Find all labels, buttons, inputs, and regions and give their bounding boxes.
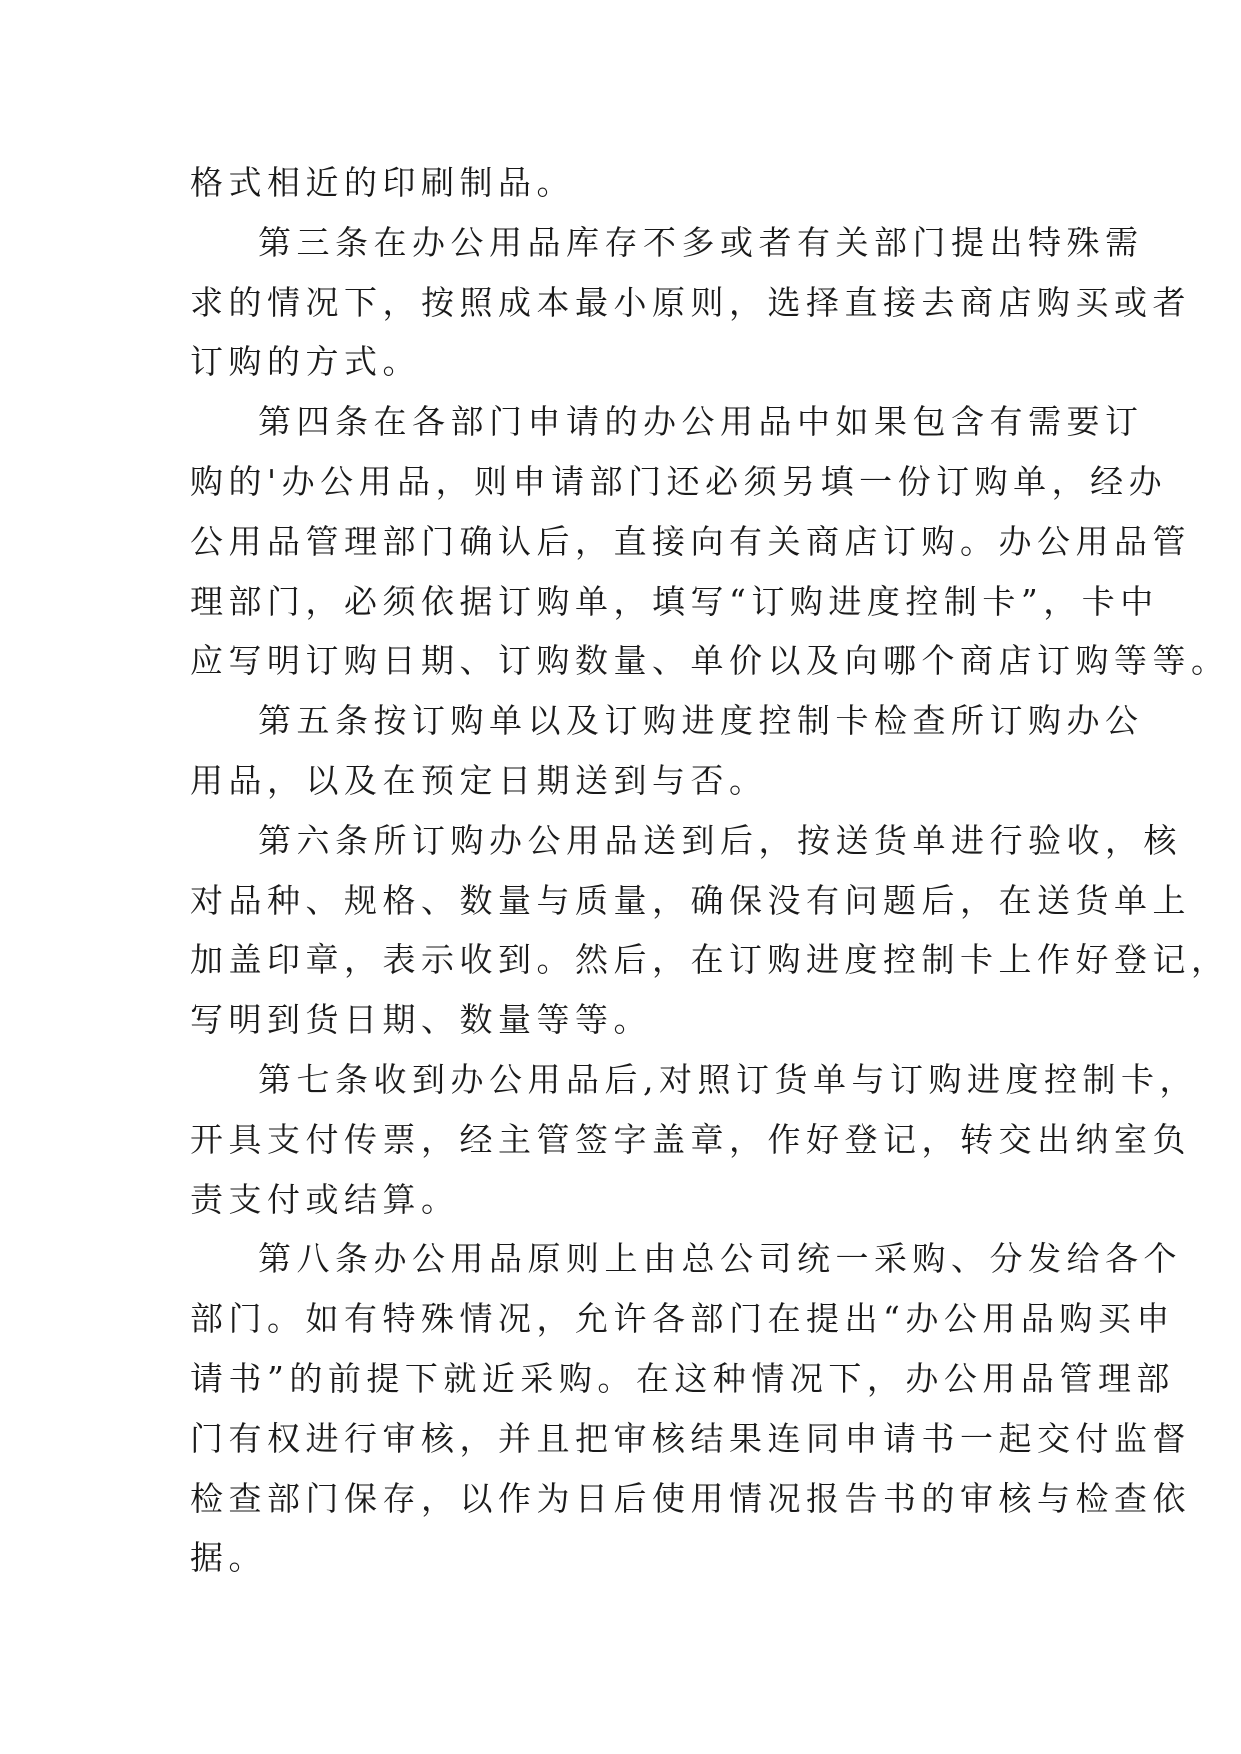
text-line: 购的'办公用品，则申请部门还必须另填一份订购单，经办 [190, 461, 1168, 501]
text-line: 责支付或结算。 [190, 1179, 460, 1219]
text-line: 加盖印章，表示收到。然后，在订购进度控制卡上作好登记， [190, 940, 1230, 980]
text-line: 请书”的前提下就近采购。在这种情况下，办公用品管理部 [190, 1358, 1175, 1398]
paragraph-article-6 [190, 811, 1230, 1050]
paragraph-article-4 [190, 392, 1230, 691]
text-line: 写明到货日期、数量等等。 [190, 1000, 652, 1040]
text-line: 应写明订购日期、订购数量、单价以及向哪个商店订购等等。 [190, 641, 1230, 681]
paragraph-article-8 [190, 1229, 1191, 1588]
text-line: 部门。如有特殊情况，允许各部门在提出“办公用品购买申 [190, 1299, 1175, 1339]
paragraph-article-5 [190, 691, 1144, 811]
text-line: 求的情况下，按照成本最小原则，选择直接去商店购买或者 [190, 282, 1191, 322]
text-line: 对品种、规格、数量与质量，确保没有问题后，在送货单上 [190, 880, 1191, 920]
text-line: 第八条办公用品原则上由总公司统一采购、分发给各个 [258, 1239, 1182, 1279]
text-line: 据。 [190, 1538, 267, 1578]
text-line: 第五条按订购单以及订购进度控制卡检查所订购办公 [258, 701, 1144, 741]
text-line: 公用品管理部门确认后，直接向有关商店订购。办公用品管 [190, 521, 1191, 561]
text-line: 第六条所订购办公用品送到后，按送货单进行验收，核 [258, 820, 1182, 860]
text-line: 第七条收到办公用品后,对照订货单与订购进度控制卡， [258, 1059, 1198, 1099]
text-line: 检查部门保存，以作为日后使用情况报告书的审核与检查依 [190, 1478, 1191, 1518]
paragraph-continuation [190, 153, 1062, 213]
text-line: 用品，以及在预定日期送到与否。 [190, 760, 768, 800]
paragraph-article-7 [190, 1050, 1198, 1229]
text-line: 理部门，必须依据订购单，填写“订购进度控制卡”，卡中 [190, 581, 1159, 621]
text-line: 第三条在办公用品库存不多或者有关部门提出特殊需 [258, 222, 1144, 262]
text-line: 门有权进行审核，并且把审核结果连同申请书一起交付监督 [190, 1418, 1191, 1458]
text-line: 订购的方式。 [190, 342, 421, 382]
paragraph-article-3 [190, 213, 1191, 392]
document-body [190, 153, 1230, 1588]
text-line: 第四条在各部门申请的办公用品中如果包含有需要订 [258, 402, 1144, 442]
text-line: 格式相近的印刷制品。 [190, 163, 575, 202]
text-line: 开具支付传票，经主管签字盖章，作好登记，转交出纳室负 [190, 1119, 1191, 1159]
